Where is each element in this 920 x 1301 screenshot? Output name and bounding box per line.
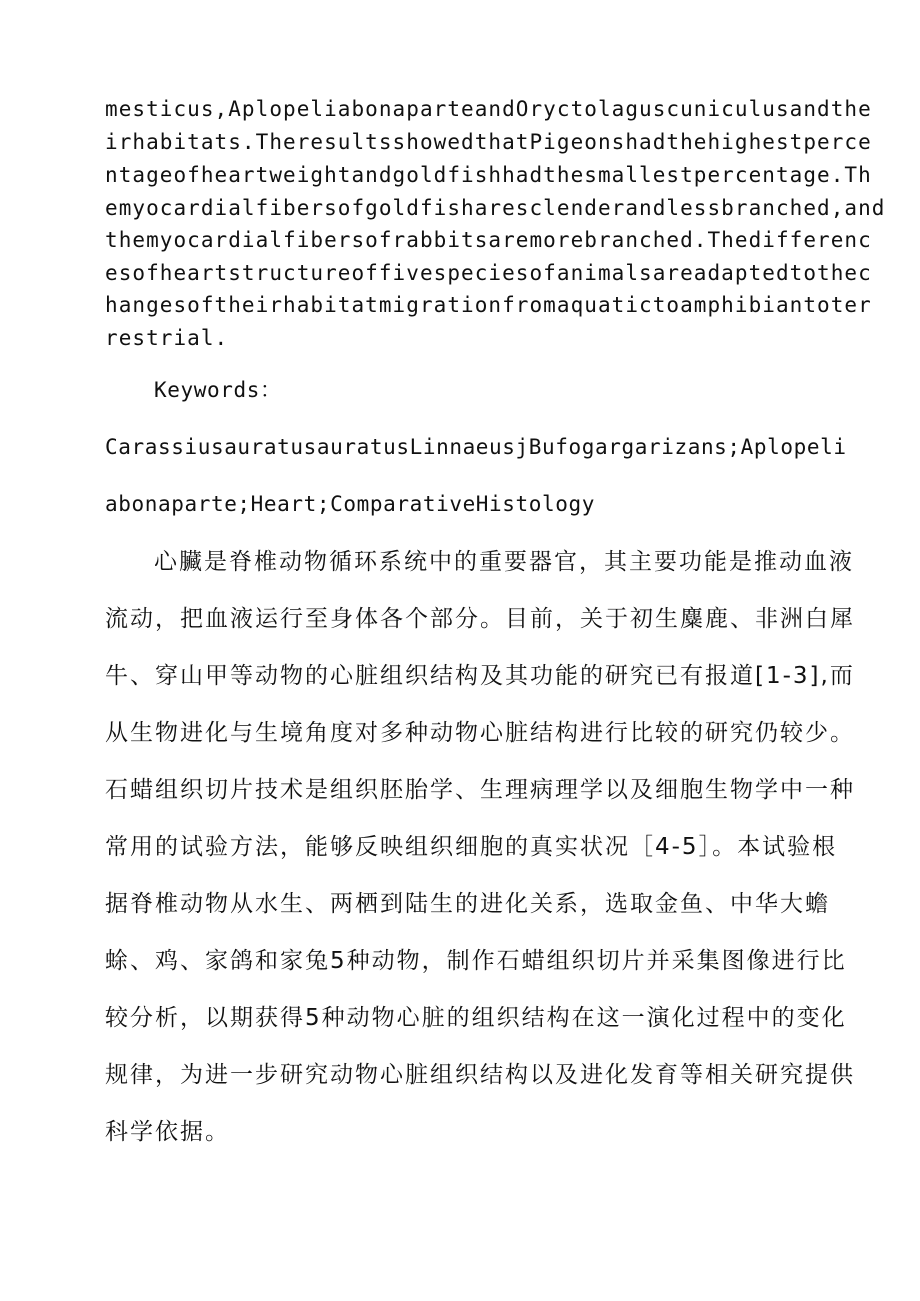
- keywords-label: Keywords：: [154, 378, 282, 402]
- abstract-line: emyocardialfibersofgoldfisharesclenderandlessbranched,and: [105, 196, 886, 220]
- abstract-line: hangesoftheirhabitatmigrationfromaquatictoamphibiantoter: [105, 293, 872, 317]
- abstract-line: themyocardialfibersofrabbitsaremorebranched.Thedifferenc: [105, 228, 872, 252]
- keywords-line: CarassiusauratusauratusLinnaeusjBufogargarizans;Aplopeli: [105, 435, 847, 459]
- body-line: 心臟是脊椎动物循环系统中的重要器官，其主要功能是推动血液: [154, 549, 854, 575]
- body-line: 常用的试验方法，能够反映组织细胞的真实状况［4-5］。本试验根: [105, 834, 838, 860]
- keywords-line: abonaparte;Heart;ComparativeHistology: [105, 492, 595, 516]
- body-line: 蜍、鸡、家鸽和家兔5种动物，制作石蜡组织切片并采集图像进行比: [105, 948, 847, 974]
- body-line: 规律，为进一步研究动物心脏组织结构以及进化发育等相关研究提供: [105, 1062, 855, 1088]
- body-line: 流动，把血液运行至身体各个部分。目前，关于初生麋鹿、非洲白犀: [105, 606, 855, 632]
- abstract-line: irhabitats.TheresultsshowedthatPigeonshadthehighestperce: [105, 130, 872, 154]
- body-line: 牛、穿山甲等动物的心脏组织结构及其功能的研究已有报道[1-3],而: [105, 663, 855, 689]
- abstract-line: restrial.: [105, 326, 229, 350]
- body-line: 据脊椎动物从水生、两栖到陆生的进化关系，选取金鱼、中华大蟾: [105, 891, 830, 917]
- body-line: 从生物进化与生境角度对多种动物心脏结构进行比较的研究仍较少。: [105, 720, 855, 746]
- body-line: 科学依据。: [105, 1119, 230, 1145]
- body-line: 较分析，以期获得5种动物心脏的组织结构在这一演化过程中的变化: [105, 1005, 847, 1031]
- abstract-line: esofheartstructureoffivespeciesofanimalsareadaptedtothec: [105, 261, 872, 285]
- abstract-line: mesticus,AplopeliabonaparteandOryctolaguscuniculusandthe: [105, 97, 872, 121]
- body-line: 石蜡组织切片技术是组织胚胎学、生理病理学以及细胞生物学中一种: [105, 777, 855, 803]
- abstract-line: ntageofheartweightandgoldfishhadthesmallestpercentage.Th: [105, 163, 872, 187]
